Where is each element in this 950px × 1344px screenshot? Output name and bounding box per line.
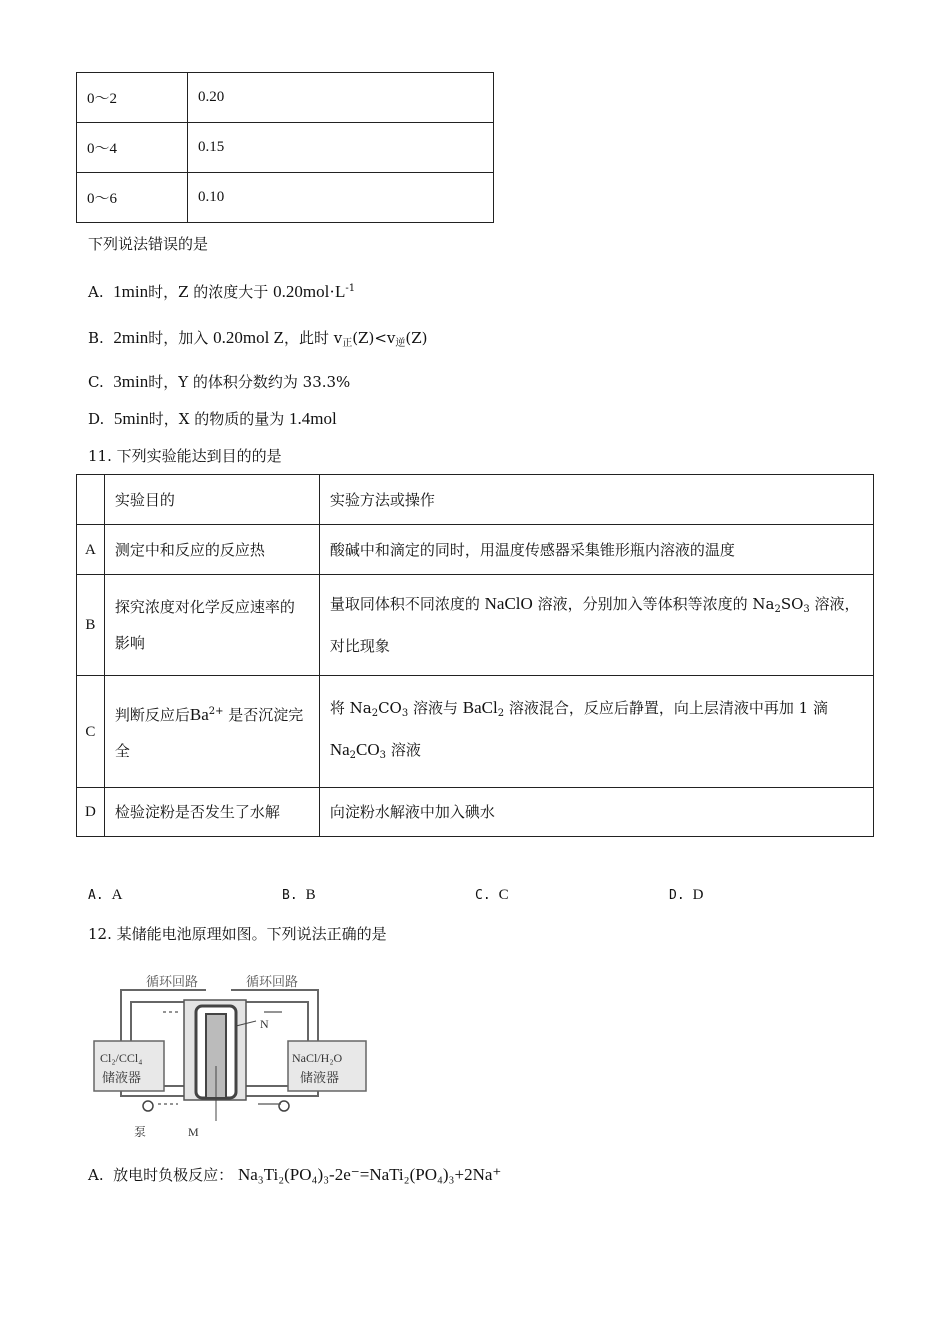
table-header-row [77, 475, 874, 525]
answer-option-a: A. A [88, 887, 123, 903]
answer-option-d: D. D [669, 887, 704, 903]
q10-option-a [88, 279, 355, 302]
goal-cell: 判断反应后$Ba^{2+}$ 是否沉淀完全 [104, 676, 319, 788]
method-cell: 向淀粉水解液中加入碘水 [319, 788, 873, 837]
row-label: C [77, 676, 105, 788]
option-text: (Z)<v [352, 329, 396, 347]
option-text: 时，加入 [148, 329, 209, 347]
pump-right [279, 1101, 289, 1111]
amount-value: 1.4mol [289, 409, 337, 428]
time-cell: 0～2 [77, 73, 188, 123]
option-text: ，此时 v [283, 329, 343, 347]
option-label: D. [88, 410, 105, 428]
option-text: 放电时负极反应： [113, 1166, 234, 1184]
time-value: 2min [113, 328, 149, 347]
left-tank-label: Cl₂/CCl₄ [100, 1051, 143, 1065]
value-cell: 0.20 [188, 73, 494, 123]
option-label: A. [88, 283, 104, 301]
experiment-table [76, 474, 874, 837]
q10-option-d [88, 409, 337, 429]
q10-option-c [88, 372, 350, 392]
rate-table [76, 72, 494, 223]
goal-cell: 探究浓度对化学反应速率的影响 [104, 575, 319, 676]
battery-diagram [86, 966, 376, 1146]
value-cell: 0.15 [188, 123, 494, 173]
method-cell: 将 $Na_2CO_3$ 溶液与 BaCl$_2$ 溶液混合，反应后静置，向上层清液中再加 1 滴 $Na_2CO_3$ 溶液 [319, 676, 873, 788]
table-row [77, 123, 494, 173]
time-value: 5min [113, 409, 149, 428]
q11-stem: 11. 下列实验能达到目的的是 [88, 447, 282, 465]
pump-label: 泵 [134, 1125, 147, 1139]
q10-option-b [88, 328, 428, 354]
loop-label-right: 循环回路 [246, 975, 299, 990]
option-text: 时，Z 的浓度大于 [148, 283, 269, 301]
subscript: 逆 [395, 338, 406, 349]
subscript: 正 [342, 338, 353, 349]
goal-header: 实验目的 [104, 475, 319, 525]
table-row [77, 525, 874, 575]
method-cell: 酸碱中和滴定的同时，用温度传感器采集锥形瓶内溶液的温度 [319, 525, 873, 575]
reaction-formula: Na₃Ti₂(PO₄)₃-2e⁻=NaTi₂(PO₄)₃+2Na⁺ [237, 1165, 502, 1184]
option-text: (Z) [405, 329, 428, 347]
option-text: 时，X 的物质的量为 [148, 410, 285, 428]
time-value: 1min [113, 282, 149, 301]
time-value: 3min [113, 372, 149, 391]
time-cell: 0～4 [77, 123, 188, 173]
row-label: B [77, 575, 105, 676]
method-cell: 量取同体积不同浓度的 NaClO 溶液，分别加入等体积等浓度的 $Na_2SO_3$ 溶液，对比现象 [319, 575, 873, 676]
option-label: B. [88, 329, 104, 347]
row-label: A [77, 525, 105, 575]
q12-stem: 12. 某储能电池原理如图。下列说法正确的是 [88, 925, 387, 943]
right-tank-label: NaCl/H₂O [292, 1051, 343, 1065]
electrode-n-label: N [260, 1017, 269, 1031]
pump-left [143, 1101, 153, 1111]
method-header: 实验方法或操作 [319, 475, 873, 525]
q10-stem: 下列说法错误的是 [88, 235, 209, 253]
table-row [77, 676, 874, 788]
left-tank-label: 储液器 [102, 1071, 142, 1086]
table-row [77, 73, 494, 123]
option-label: A. [88, 1166, 104, 1184]
table-row [77, 173, 494, 223]
electrode-m-label: M [188, 1125, 199, 1139]
option-label: C. [88, 373, 104, 391]
unit-exponent: -1 [345, 283, 356, 294]
table-row [77, 788, 874, 837]
time-cell: 0～6 [77, 173, 188, 223]
amount-value: 0.20mol Z [213, 328, 284, 347]
empty-header-cell [77, 475, 105, 525]
goal-cell: 检验淀粉是否发生了水解 [104, 788, 319, 837]
answer-option-c: C. C [475, 887, 509, 903]
concentration-value: 0.20mol·L [273, 282, 346, 301]
table-row [77, 575, 874, 676]
option-text: 时，Y 的体积分数约为 33.3% [148, 373, 351, 391]
goal-cell: 测定中和反应的反应热 [104, 525, 319, 575]
value-cell: 0.10 [188, 173, 494, 223]
right-tank-label: 储液器 [300, 1071, 340, 1086]
q12-option-a [88, 1165, 501, 1185]
loop-label-left: 循环回路 [146, 975, 199, 990]
answer-option-b: B. B [282, 887, 316, 903]
row-label: D [77, 788, 105, 837]
